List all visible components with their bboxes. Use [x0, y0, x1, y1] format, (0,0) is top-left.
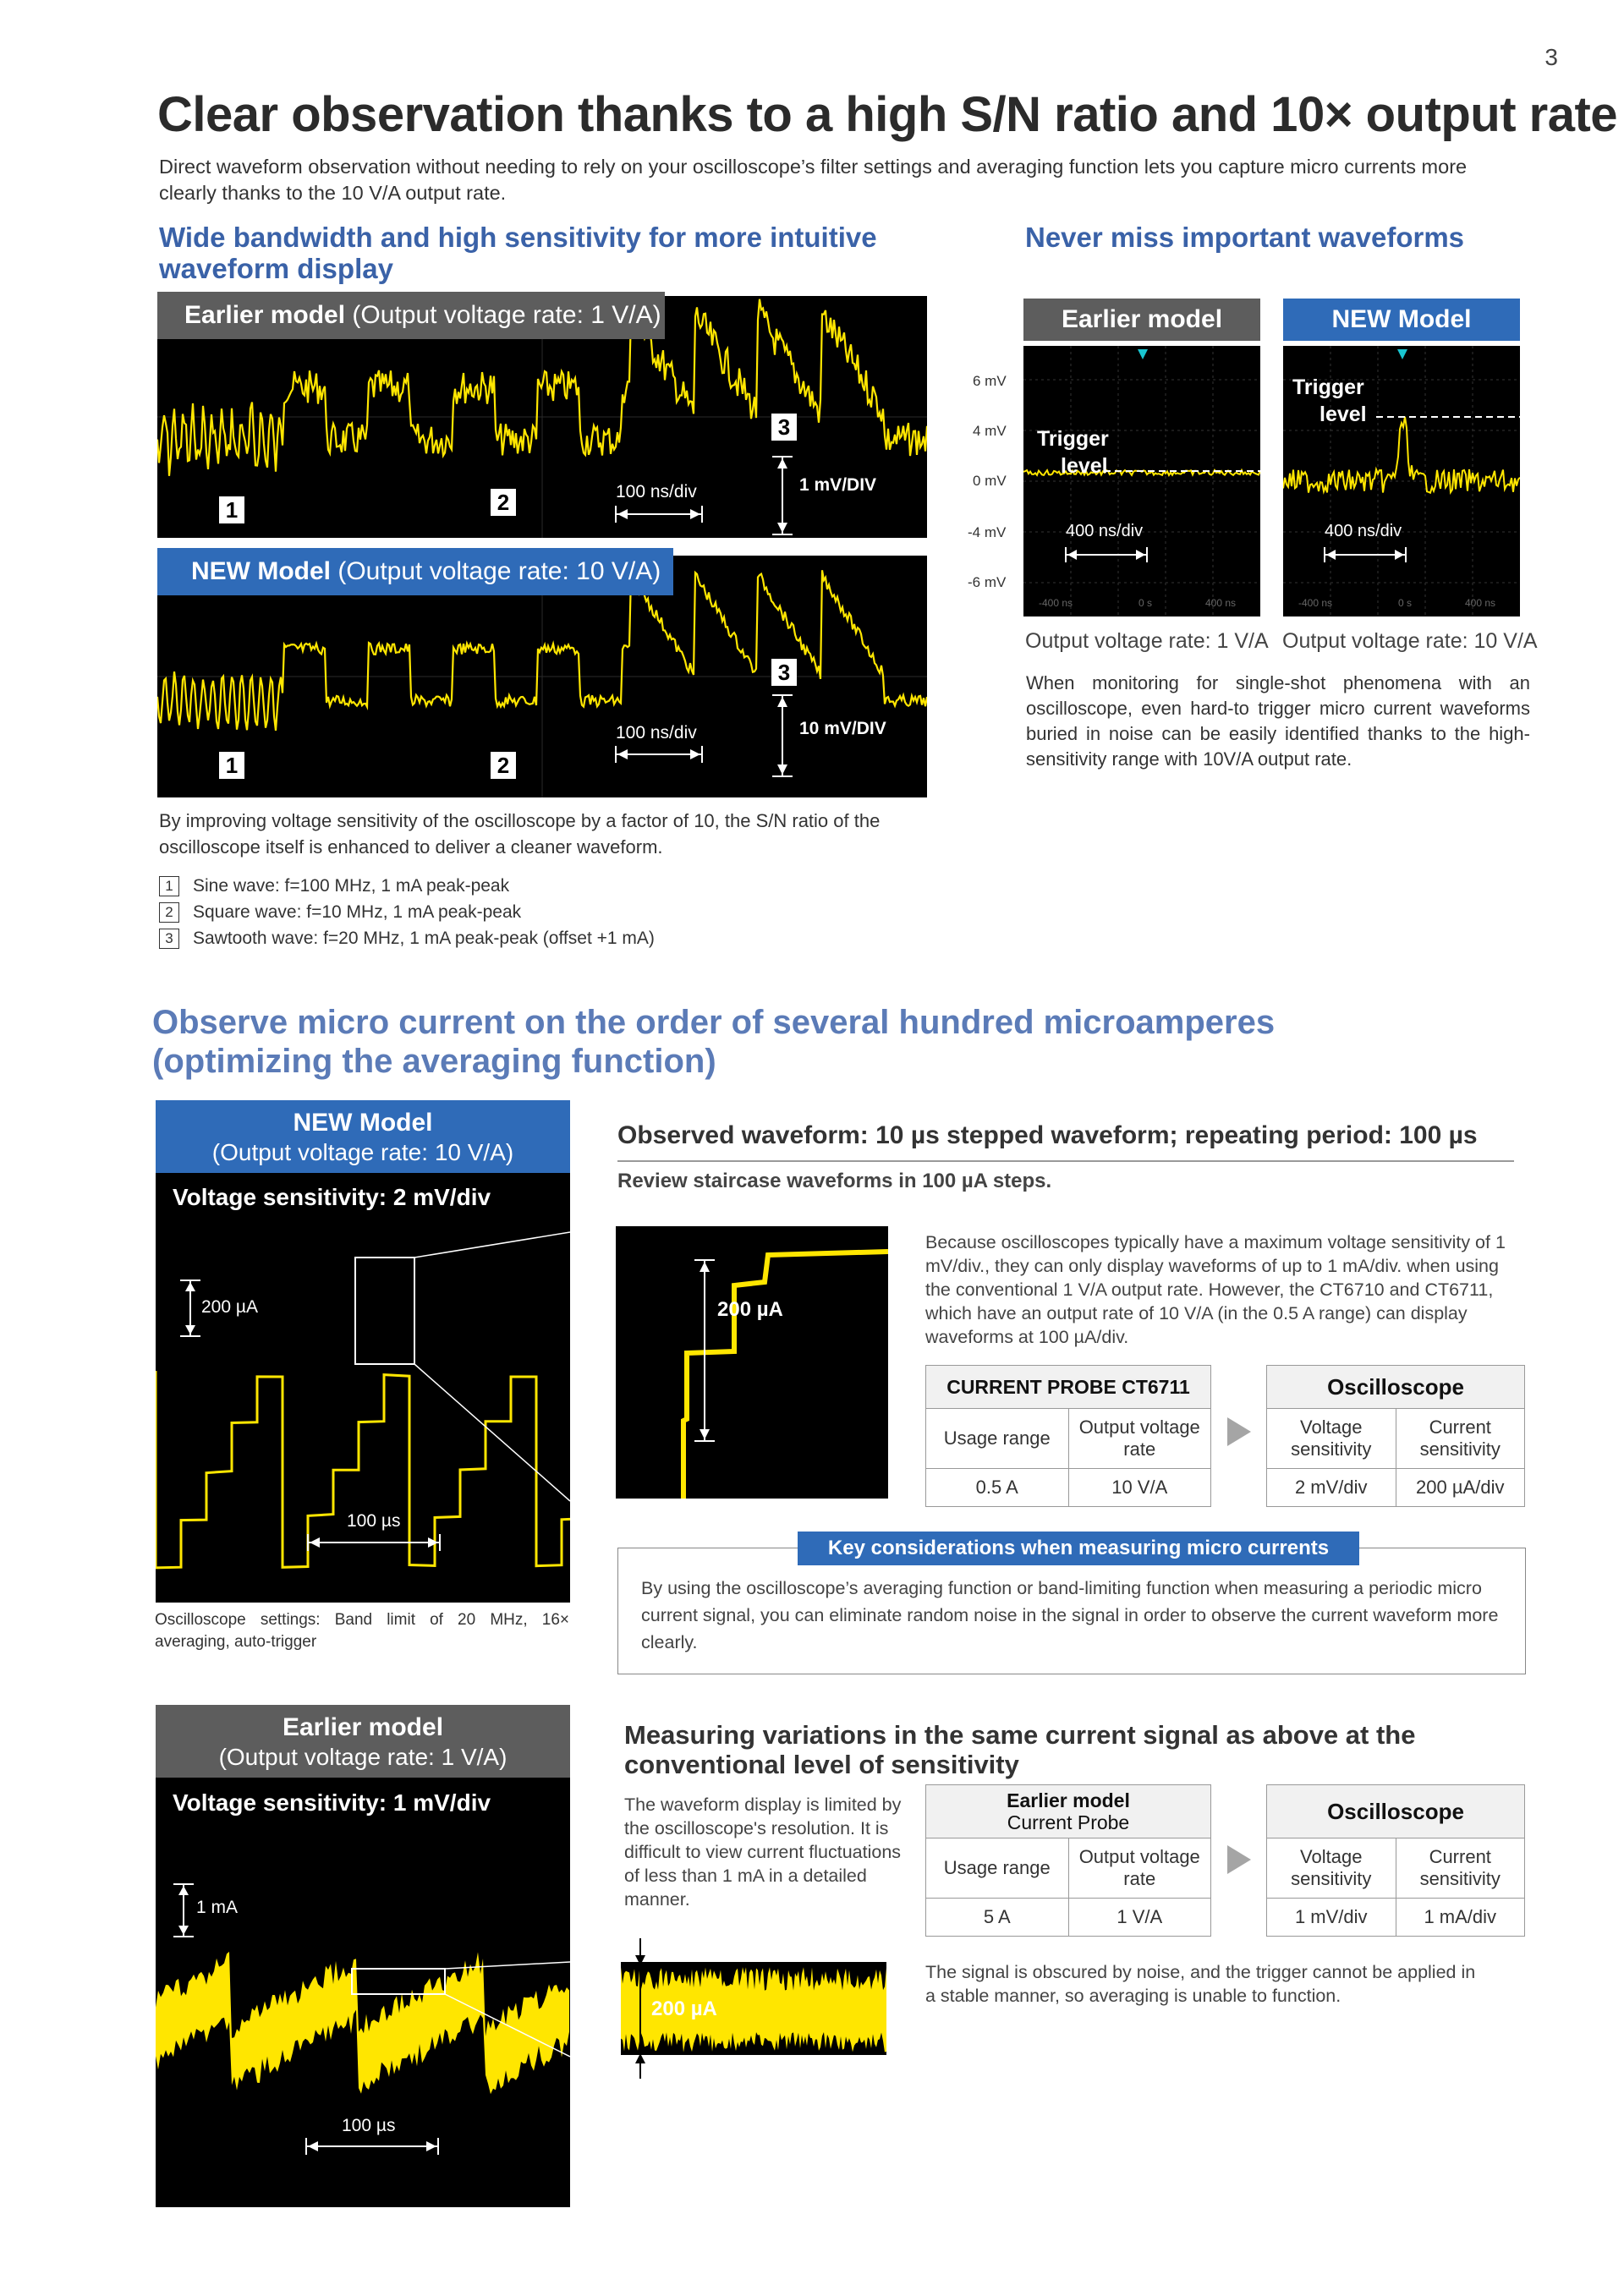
- oscilloscope-table: [1266, 1365, 1525, 1507]
- micro-earlier-vsens: Voltage sensitivity: 1 mV/div: [173, 1789, 491, 1816]
- micro-new-title-box: [156, 1100, 570, 1173]
- never-miss-body: When monitoring for single-shot phenomena with an oscilloscope, even hard-to trigger micro current waveforms buried in noise can be easily identified thanks to the high-sensitivity range with 10V/A output rate.: [1026, 672, 1530, 770]
- micro-earlier-amp-label: 1 mA: [196, 1898, 239, 1917]
- osc2-col-current: Current sensitivity: [1396, 1838, 1525, 1899]
- trigger-earlier-axis-c: 400 ns: [1205, 597, 1237, 609]
- legend-item: [159, 899, 655, 925]
- measuring-heading: [624, 1720, 1521, 1779]
- micro-zoom-amp-label: 200 µA: [717, 1298, 783, 1321]
- new-vdiv-label: 10 mV/DIV: [799, 719, 886, 738]
- new-marker-1: 1: [219, 752, 244, 779]
- observed-divider: [617, 1160, 1514, 1162]
- probe-val-rate: 10 V/A: [1068, 1469, 1211, 1507]
- osc2-val-current: 1 mA/div: [1396, 1899, 1525, 1937]
- osc-table-title: Oscilloscope: [1267, 1366, 1525, 1409]
- earlier-probe-table: [925, 1784, 1211, 1937]
- measuring-heading-line1: Measuring variations in the same current signal as above at the: [624, 1720, 1416, 1750]
- earlier-vdiv-arrow: [770, 455, 795, 536]
- lead-paragraph: Direct waveform observation without needing to rely on your oscilloscope’s filter settings and averaging function lets you capture micro currents more clearly thanks to the 10 V/A output rate.: [159, 156, 1468, 204]
- legend-num: 3: [159, 929, 179, 949]
- observed-body: Because oscilloscopes typically have a maximum voltage sensitivity of 1 mV/div., they can only display waveforms of up to 1 mA/div. when using the conventional 1 V/A output rate. However, the CT6710 and CT6711, which have an output rate of 10 V/A (in the 0.5 A range) can display waveforms at 100 µA/div.: [925, 1232, 1506, 1347]
- legend-item: [159, 925, 655, 951]
- legend-num: 2: [159, 902, 179, 923]
- micro-heading: [152, 1003, 1522, 1081]
- observed-heading: Observed waveform: 10 µs stepped waveform; repeating period: 100 µs: [617, 1121, 1478, 1149]
- micro-earlier-time-arrow: [304, 2136, 440, 2156]
- trigger-earlier-axis-a: -400 ns: [1039, 597, 1073, 609]
- probe-table: [925, 1365, 1211, 1507]
- trigger-new-axis-b: 0 s: [1398, 597, 1413, 609]
- new-timebase-label: 100 ns/div: [616, 723, 697, 743]
- osc-col-current: Current sensitivity: [1396, 1409, 1525, 1469]
- trigger-new-axis-a: -400 ns: [1298, 597, 1333, 609]
- y-tick-6mv: 6 mV: [973, 373, 1007, 389]
- earlier-val-usage: 5 A: [926, 1899, 1069, 1937]
- new-model-tag-rest: (Output voltage rate: 10 V/A): [331, 557, 661, 585]
- earlier-model-tag-rest: (Output voltage rate: 1 V/A): [345, 301, 661, 329]
- page-number: 3: [1544, 44, 1558, 70]
- probe-col-rate: Output voltage rate: [1068, 1409, 1211, 1469]
- new-model-tag-bold: NEW Model: [191, 557, 331, 585]
- trigger-new-text: [1292, 374, 1367, 428]
- observed-subheading: Review staircase waveforms in 100 µA steps.: [617, 1170, 1052, 1192]
- bandwidth-heading-line1: Wide bandwidth and high sensitivity for more intuitive: [159, 222, 877, 253]
- noise-note: The signal is obscured by noise, and the trigger cannot be applied in a stable manner, so averaging is unable to function.: [925, 1962, 1476, 2006]
- osc2-table-title: Oscilloscope: [1267, 1785, 1525, 1838]
- micro-earlier-time-label: 100 µs: [342, 2116, 396, 2135]
- earlier-val-rate: 1 V/A: [1068, 1899, 1211, 1937]
- arrow-right-icon: [1227, 1845, 1251, 1874]
- key-considerations-title: Key considerations when measuring micro currents: [798, 1532, 1359, 1565]
- trigger-new-axis-c: 400 ns: [1465, 597, 1496, 609]
- micro-new-amp-label: 200 µA: [201, 1297, 258, 1317]
- legend-num: 1: [159, 876, 179, 896]
- trigger-new-rate: Output voltage rate: 10 V/A: [1282, 629, 1538, 653]
- probe-col-usage: Usage range: [926, 1409, 1069, 1469]
- arrow-right-icon: [1227, 1417, 1251, 1446]
- y-tick-neg4mv: -4 mV: [968, 524, 1007, 540]
- earlier-vdiv-label: 1 mV/DIV: [799, 475, 877, 495]
- trigger-earlier-svg: [1023, 346, 1260, 616]
- measuring-heading-line2: conventional level of sensitivity: [624, 1750, 1019, 1779]
- osc-val-current: 200 µA/div: [1396, 1469, 1525, 1507]
- micro-new-time-label: 100 µs: [347, 1511, 401, 1531]
- osc2-val-voltage: 1 mV/div: [1267, 1899, 1396, 1937]
- legend-text: Square wave: f=10 MHz, 1 mA peak-peak: [193, 902, 522, 922]
- micro-new-time-arrow: [306, 1532, 442, 1553]
- trigger-earlier-axis-b: 0 s: [1138, 597, 1153, 609]
- trigger-earlier-label: Earlier model: [1023, 299, 1260, 341]
- trigger-earlier-time-arrow: [1064, 545, 1149, 564]
- trigger-new-time-arrow: [1323, 545, 1407, 564]
- micro-earlier-title-box: [156, 1705, 570, 1778]
- scope-settings-note: Oscilloscope settings: Band limit of 20 MHz, 16× averaging, auto-trigger: [155, 1611, 569, 1651]
- earlier-probe-subtitle: Current Probe: [1007, 1811, 1130, 1833]
- micro-new-vsens: Voltage sensitivity: 2 mV/div: [173, 1184, 491, 1210]
- never-miss-heading: Never miss important waveforms: [1025, 222, 1465, 253]
- bandwidth-heading: [159, 222, 971, 284]
- micro-earlier-amp-arrow: [171, 1882, 196, 1938]
- osc-val-voltage: 2 mV/div: [1267, 1469, 1396, 1507]
- trigger-new-line1: Trigger: [1292, 375, 1364, 399]
- trigger-new-line2: level: [1320, 403, 1367, 426]
- micro-new-subtitle: (Output voltage rate: 10 V/A): [211, 1139, 514, 1165]
- bandwidth-heading-line2: waveform display: [159, 253, 393, 284]
- new-marker-2: 2: [491, 752, 516, 779]
- page-title: Clear observation thanks to a high S/N ratio and 10× output rate: [157, 87, 1618, 142]
- trigger-earlier-text: [1037, 425, 1109, 479]
- y-tick-4mv: 4 mV: [973, 423, 1007, 439]
- earlier-marker-3: 3: [771, 414, 797, 441]
- micro-new-title: NEW Model: [293, 1109, 433, 1137]
- legend-text: Sawtooth wave: f=20 MHz, 1 mA peak-peak (offset +1 mA): [193, 929, 655, 948]
- earlier-timebase-arrow: [614, 504, 704, 524]
- new-vdiv-arrow: [770, 693, 795, 778]
- trigger-earlier-timebase: 400 ns/div: [1066, 522, 1144, 540]
- earlier-marker-1: 1: [219, 496, 244, 523]
- micro-heading-line2: (optimizing the averaging function): [152, 1043, 716, 1080]
- trigger-new-timebase: 400 ns/div: [1325, 522, 1402, 540]
- y-tick-neg6mv: -6 mV: [968, 574, 1007, 590]
- osc-col-voltage: Voltage sensitivity: [1267, 1409, 1396, 1469]
- trigger-earlier-line2: level: [1061, 454, 1108, 478]
- earlier-timebase-label: 100 ns/div: [616, 482, 697, 501]
- micro-earlier-subtitle: (Output voltage rate: 1 V/A): [218, 1744, 508, 1770]
- new-marker-3: 3: [771, 659, 797, 686]
- measuring-body: The waveform display is limited by the oscilloscope's resolution. It is difficult to view current fluctuations of less than 1 mA in a detailed manner.: [624, 1795, 902, 1910]
- trigger-new-label: NEW Model: [1283, 299, 1520, 341]
- noisy-band-trace: [156, 1952, 569, 2094]
- earlier-model-tag-bold: Earlier model: [184, 301, 346, 329]
- zoom-selection-rect: [355, 1258, 414, 1364]
- micro-heading-line1: Observe micro current on the order of several hundred microamperes: [152, 1004, 1276, 1041]
- micro-earlier-title: Earlier model: [282, 1713, 444, 1741]
- micro-zoom-svg: [616, 1226, 888, 1499]
- probe-val-usage: 0.5 A: [926, 1469, 1069, 1507]
- earlier-probe-title-cell: [926, 1785, 1211, 1838]
- earlier-col-rate: Output voltage rate: [1068, 1838, 1211, 1899]
- bandwidth-caption: By improving voltage sensitivity of the oscilloscope by a factor of 10, the S/N ratio of the oscilloscope itself is enhanced to deliver a cleaner waveform.: [159, 810, 881, 858]
- micro-zoom-amp-arrow: [692, 1258, 717, 1443]
- new-model-tag: [157, 548, 673, 595]
- oscilloscope-table-2: [1266, 1784, 1525, 1937]
- earlier-model-tag: [157, 292, 665, 339]
- key-considerations-body: By using the oscilloscope’s averaging function or band-limiting function when measuring a periodic micro current signal, you can eliminate random noise in the signal in order to observe the current waveform more clearly.: [641, 1578, 1499, 1652]
- legend-text: Sine wave: f=100 MHz, 1 mA peak-peak: [193, 876, 510, 896]
- waveform-legend: [159, 873, 655, 951]
- earlier-marker-2: 2: [491, 489, 516, 516]
- trigger-earlier-line1: Trigger: [1037, 427, 1109, 451]
- earlier-probe-title: Earlier model: [1007, 1789, 1130, 1811]
- trigger-earlier-scope: [1023, 346, 1260, 616]
- legend-item: [159, 873, 655, 899]
- probe-table-title: CURRENT PROBE CT6711: [926, 1366, 1211, 1409]
- new-timebase-arrow: [614, 744, 704, 764]
- micro-zoom2-amp-arrow: [628, 1937, 653, 2080]
- osc2-col-voltage: Voltage sensitivity: [1267, 1838, 1396, 1899]
- y-tick-0mv: 0 mV: [973, 473, 1007, 489]
- trigger-earlier-rate: Output voltage rate: 1 V/A: [1025, 629, 1269, 653]
- earlier-col-usage: Usage range: [926, 1838, 1069, 1899]
- micro-zoom-scope: [616, 1226, 888, 1499]
- micro-new-amp-arrow: [178, 1279, 203, 1338]
- micro-zoom2-amp-label: 200 µA: [651, 1997, 717, 2020]
